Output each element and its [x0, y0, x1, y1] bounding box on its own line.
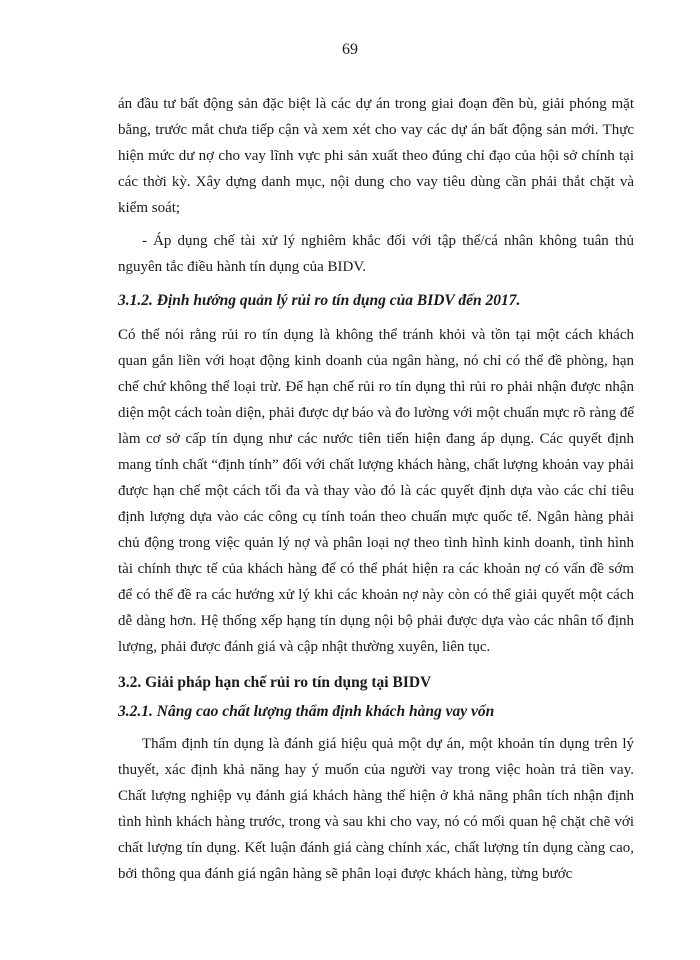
page-number: 69 — [342, 41, 358, 58]
bullet-item: - Áp dụng chế tài xử lý nghiêm khắc đối với tập thể/cá nhân không tuân thủ nguyên tắc điều hành tín dụng của BIDV. — [118, 233, 634, 275]
page-content — [118, 91, 634, 887]
section-heading-3-2: 3.2. Giải pháp hạn chế rủi ro tín dụng tại BIDV — [118, 674, 432, 691]
paragraph-credit-appraisal: Thẩm định tín dụng là đánh giá hiệu quả một dự án, một khoản tín dụng trên lý thuyết, xác định khả năng hay ý muốn của người vay trong việc hoàn trả tiền vay. Chất lượng nghiệp vụ đánh giá khách hàng thể hiện ở khả năng phân tích nhận định tình hình khách hàng trước, trong và sau khi cho vay, nó có mối quan hệ chặt chẽ với chất lượng tín dụng. Kết luận đánh giá càng chính xác, chất lượng tín dụng càng cao, bởi thông qua đánh giá ngân hàng sẽ phân loại được khách hàng, từng bước — [118, 736, 634, 882]
section-heading-3-2-1: 3.2.1. Nâng cao chất lượng thẩm định khách hàng vay vốn — [118, 703, 495, 720]
paragraph-continued: án đầu tư bất động sản đặc biệt là các dự án trong giai đoạn đền bù, giải phóng mặt bằng, trước mắt chưa tiếp cận và xem xét cho vay các dự án bất động sản mới. Thực hiện mức dư nợ cho vay lĩnh vực phi sản xuất theo đúng chỉ đạo của hội sở chính tại các thời kỳ. Xây dựng danh mục, nội dung cho vay tiêu dùng cần phải thắt chặt và kiểm soát; — [118, 96, 634, 216]
paragraph-risk-orientation: Có thể nói rằng rủi ro tín dụng là không thể tránh khỏi và tồn tại một cách khách quan gắn liền với hoạt động kinh doanh của ngân hàng, nó chỉ có thể đề phòng, hạn chế chứ không thể loại trừ. Để hạn chế rủi ro tín dụng thì rủi ro phải nhận được nhận diện một cách toàn diện, phải được dự báo và đo lường với một chuẩn mực rõ ràng để làm cơ sở cấp tín dụng như các nước tiên tiến hiện đang áp dụng. Các quyết định mang tính chất “định tính” đối với chất lượng khách hàng, chất lượng khoản vay phải được hạn chế một cách tối đa và thay vào đó là các quyết định dựa vào các chỉ tiêu định lượng dựa vào các công cụ tính toán theo chuẩn mực quốc tế. Ngân hàng phải chủ động trong việc quản lý nợ và phân loại nợ theo tình hình kinh doanh, tình hình tài chính thực tế của khách hàng để có thể phát hiện ra các khoản nợ có vấn đề sớm để có thể đề ra các hướng xử lý khi các khoản nợ này còn có thể giải quyết một cách dễ dàng hơn. Hệ thống xếp hạng tín dụng nội bộ phải được dựa vào các nhân tố định lượng, phải được đánh giá và cập nhật thường xuyên, liên tục. — [118, 327, 634, 655]
section-heading-3-1-2: 3.1.2. Định hướng quản lý rủi ro tín dụng của BIDV đến 2017. — [118, 292, 521, 309]
